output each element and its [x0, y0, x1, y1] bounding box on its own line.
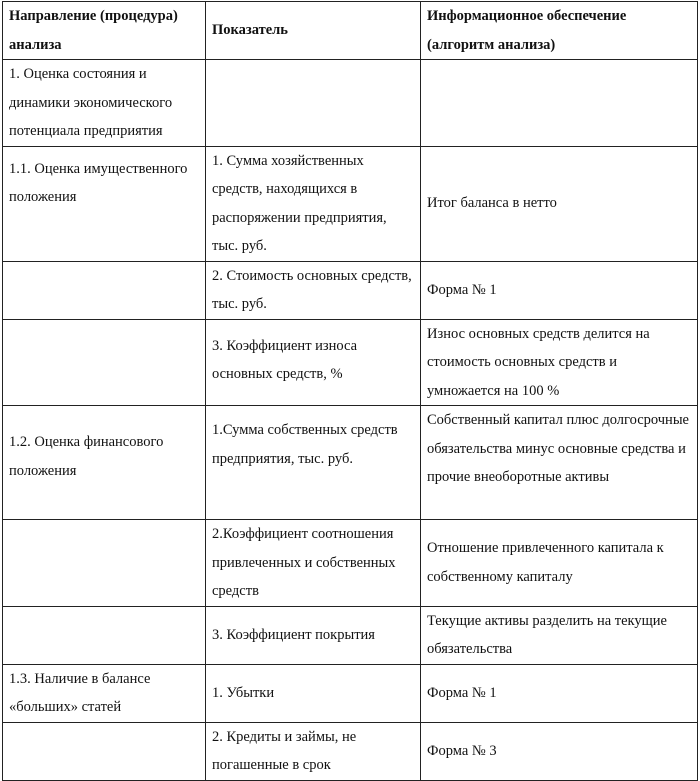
direction-cell: 1.2. Оценка финансового положения — [3, 406, 206, 520]
indicator-cell: 2.Коэффициент соотношения привлеченных и собственных средств — [206, 520, 421, 607]
indicator-cell: 1. Сумма хозяйственных средств, находящихся в распоряжении предприятия, тыс. руб. — [206, 146, 421, 261]
info-cell — [421, 60, 698, 147]
direction-cell — [3, 722, 206, 780]
info-cell: Форма № 3 — [421, 722, 698, 780]
info-cell: Итог баланса в нетто — [421, 146, 698, 261]
table-row — [3, 60, 698, 147]
table-row — [3, 722, 698, 780]
indicator-cell: 1. Убытки — [206, 664, 421, 722]
table-row — [3, 664, 698, 722]
table-row — [3, 406, 698, 520]
indicator-cell: 2. Стоимость основных средств, тыс. руб. — [206, 261, 421, 319]
direction-cell: 1. Оценка состояния и динамики экономического потенциала предприятия — [3, 60, 206, 147]
direction-cell: 1.3. Наличие в балансе «больших» статей — [3, 664, 206, 722]
indicator-cell — [206, 60, 421, 147]
header-info: Информационное обеспечение (алгоритм анализа) — [421, 2, 698, 60]
table-row — [3, 520, 698, 607]
info-cell: Износ основных средств делится на стоимость основных средств и умножается на 100 % — [421, 319, 698, 406]
table-row — [3, 319, 698, 406]
direction-cell — [3, 261, 206, 319]
table-row — [3, 261, 698, 319]
header-direction: Направление (процедура) анализа — [3, 2, 206, 60]
header-row — [3, 2, 698, 60]
direction-cell: 1.1. Оценка имущественного положения — [3, 146, 206, 261]
table-row — [3, 606, 698, 664]
indicator-cell: 2. Кредиты и займы, не погашенные в срок — [206, 722, 421, 780]
info-cell: Собственный капитал плюс долгосрочные обязательства минус основные средства и прочие внеоборотные активы — [421, 406, 698, 520]
direction-cell — [3, 520, 206, 607]
direction-cell — [3, 319, 206, 406]
analysis-table — [2, 1, 698, 781]
header-indicator: Показатель — [206, 2, 421, 60]
info-cell: Форма № 1 — [421, 664, 698, 722]
direction-cell — [3, 606, 206, 664]
indicator-cell: 1.Сумма собственных средств предприятия, тыс. руб. — [206, 406, 421, 520]
table-row — [3, 146, 698, 261]
info-cell: Форма № 1 — [421, 261, 698, 319]
indicator-cell: 3. Коэффициент покрытия — [206, 606, 421, 664]
info-cell: Текущие активы разделить на текущие обязательства — [421, 606, 698, 664]
indicator-cell: 3. Коэффициент износа основных средств, % — [206, 319, 421, 406]
info-cell: Отношение привлеченного капитала к собственному капиталу — [421, 520, 698, 607]
